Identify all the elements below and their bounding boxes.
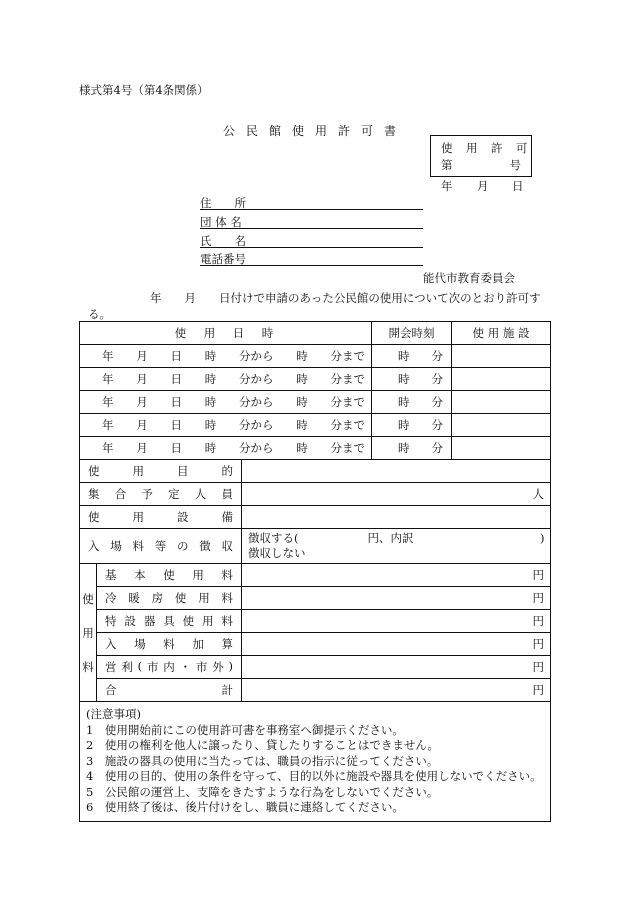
issue-year: 年	[441, 179, 453, 193]
usage-table	[79, 321, 551, 822]
datetime-fields: 年 月 日 時 分から 時 分まで	[102, 395, 365, 409]
time-fields: 時 分	[398, 395, 444, 409]
usage-fee-label-3: 料	[82, 659, 94, 674]
fee-item-label: 特 設 器 具 使 用 料	[105, 614, 233, 628]
fee-row	[80, 610, 551, 633]
fee-yen: 円	[242, 633, 551, 656]
time-fields: 時 分	[398, 349, 444, 363]
header-time: 開会時刻	[372, 322, 452, 345]
facility-cell	[452, 414, 551, 437]
datetime-row	[80, 391, 551, 414]
fee-yen: 円	[242, 610, 551, 633]
permit-label: 使 用 許 可	[441, 141, 529, 155]
fee-yen: 円	[242, 656, 551, 679]
datetime-fields: 年 月 日 時 分から 時 分まで	[102, 349, 365, 363]
header-facility: 使 用 施 設	[452, 322, 551, 345]
fee-row	[80, 633, 551, 656]
fee-option-none: 徴収しない	[248, 546, 306, 560]
facility-cell	[452, 345, 551, 368]
name-line	[200, 233, 423, 248]
datetime-fields: 年 月 日 時 分から 時 分まで	[102, 372, 365, 386]
address-label: 住 所	[200, 196, 246, 210]
note-item: 3 施設の器具の使用に当たっては、職員の指示に従ってください。	[86, 753, 439, 768]
header-datetime: 使 用 日 時	[80, 322, 372, 345]
intro-text-line1: 年 月 日付けで申請のあった公民館の使用について次のとおり許可す	[150, 291, 541, 305]
fee-item-label: 入 場 料 加 算	[105, 637, 233, 651]
table-header-row	[80, 322, 551, 345]
phone-line	[200, 251, 423, 266]
facility-cell	[452, 368, 551, 391]
equipment-value	[242, 506, 551, 529]
group-label: 団 体 名	[200, 215, 242, 229]
fee-item-label: 冷 暖 房 使 用 料	[105, 591, 233, 605]
fee-row	[80, 656, 551, 679]
document-title: 公民館使用許可書	[223, 124, 408, 138]
issue-day: 日	[512, 179, 524, 193]
note-item: 4 使用の目的、使用の条件を守って、目的以外に施設や器具を使用しないでください。	[86, 769, 542, 783]
fee-item-label: 基 本 使 用 料	[105, 568, 233, 582]
intro-text-line2: る。	[88, 307, 111, 321]
time-fields: 時 分	[398, 372, 444, 386]
fee-item-label: 合 計	[105, 683, 233, 697]
group-line	[200, 214, 423, 229]
entrance-fee-label: 入 場 料 等 の 徴 収	[88, 539, 233, 553]
time-fields: 時 分	[398, 441, 444, 455]
permit-go: 号	[509, 158, 521, 172]
address-line	[200, 195, 423, 210]
fee-total-row	[80, 679, 551, 702]
fee-yen: 円	[242, 564, 551, 587]
permit-number-box	[430, 135, 532, 177]
note-item: 2 使用の権利を他人に譲ったり、貸したりすることはできません。	[86, 738, 440, 752]
datetime-fields: 年 月 日 時 分から 時 分まで	[102, 441, 365, 455]
fee-row	[80, 587, 551, 610]
note-item: 1 使用開始前にこの使用許可書を事務室へ御提示ください。	[86, 722, 404, 737]
phone-label: 電話番号	[200, 252, 246, 266]
equipment-row	[80, 506, 551, 529]
notes-title: (注意事項)	[86, 707, 141, 721]
note-item: 6 使用終了後は、後片付けをし、職員に連絡してください。	[86, 800, 404, 814]
issuer: 能代市教育委員会	[423, 271, 515, 285]
entrance-fee-row	[80, 529, 551, 564]
attendance-row	[80, 483, 551, 506]
equipment-label: 使 用 設 備	[88, 510, 233, 524]
datetime-fields: 年 月 日 時 分から 時 分まで	[102, 418, 365, 432]
form-number: 様式第4号（第4条関係）	[79, 83, 209, 97]
fee-yen: 円	[242, 679, 551, 702]
fee-row	[80, 564, 551, 587]
datetime-row	[80, 437, 551, 460]
datetime-row	[80, 414, 551, 437]
purpose-row	[80, 460, 551, 483]
notes-row	[80, 702, 551, 822]
time-fields: 時 分	[398, 418, 444, 432]
issue-month: 月	[477, 179, 489, 193]
fee-yen: 円	[242, 587, 551, 610]
fee-option-collect: 徴収する( 円、内訳 )	[248, 531, 545, 545]
datetime-row	[80, 368, 551, 391]
name-label: 氏 名	[200, 234, 246, 248]
attendance-label: 集 合 予 定 人 員	[88, 487, 233, 501]
datetime-row	[80, 345, 551, 368]
attendance-unit: 人	[242, 483, 551, 506]
usage-fee-label-2: 用	[82, 625, 94, 640]
facility-cell	[452, 391, 551, 414]
purpose-label: 使 用 目 的	[88, 464, 233, 478]
fee-item-label: 営 利 ( 市 内 ・ 市 外 )	[105, 659, 233, 674]
usage-fee-label-1: 使	[82, 591, 94, 606]
facility-cell	[452, 437, 551, 460]
permit-dai: 第	[441, 158, 453, 172]
purpose-value	[242, 460, 551, 483]
note-item: 5 公民館の運営上、支障をきたすような行為をしないでください。	[86, 784, 439, 799]
